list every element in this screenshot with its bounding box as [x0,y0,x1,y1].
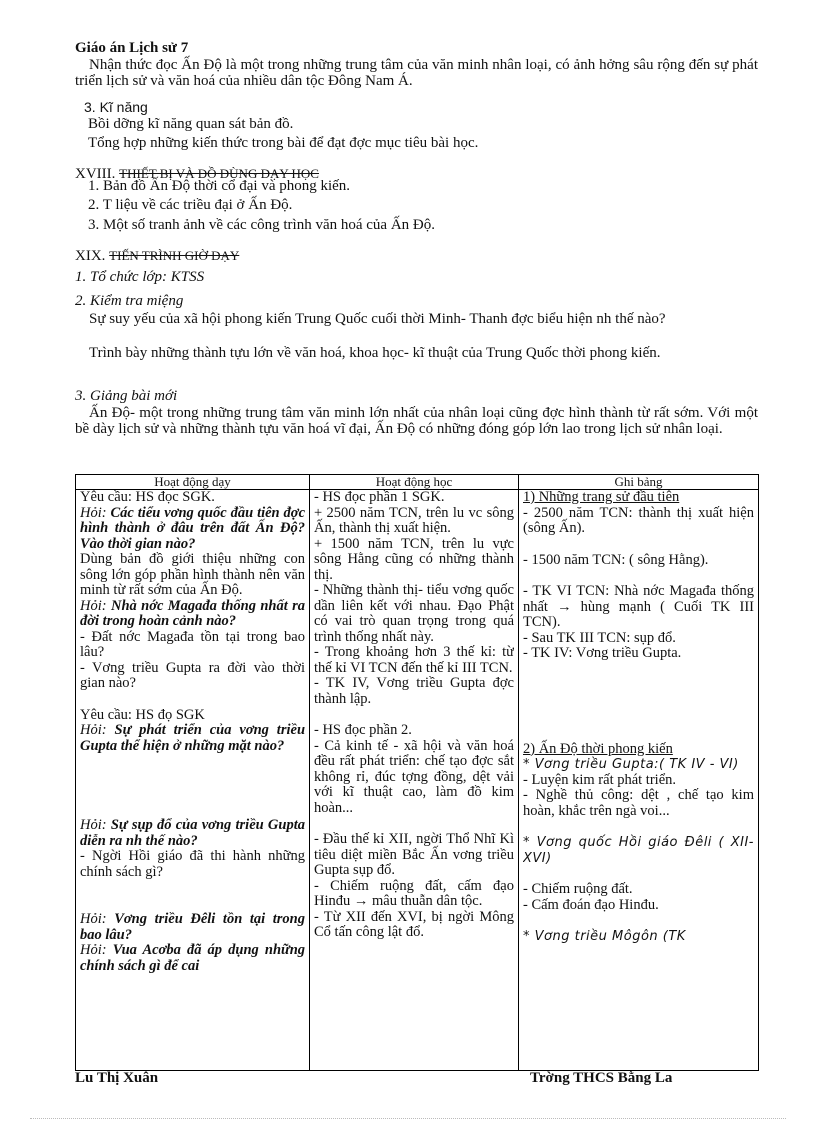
question [80,506,305,553]
answer: + 1500 năm TCN, trên lu vực sông Hằng cũng có những thành thị. [314,535,514,583]
answer: - Chiếm ruộng đất, cấm đạo Hinđu → mâu thuẫn dân tộc. [314,877,514,909]
table-row [76,490,759,1071]
answer: + 2500 năm TCN, trên lu vc sông Ấn, thành thị xuất hiện. [314,504,514,536]
table-header-row [76,475,759,490]
column-header: Hoạt động học [310,475,519,490]
question-text: Các tiểu vơng quốc đầu tiên đợc hình thành ở đâu trên đất Ấn Độ? Vào thời gian nào? [80,504,305,552]
instruction: Yêu cầu: HS đọ SGK [80,706,205,723]
answer: - Từ XII đến XVI, bị ngời Mông Cổ tấn công lật đổ. [314,908,514,940]
question: - Vơng triều Gupta ra đời vào thời gian nào? [80,659,305,691]
answer: - HS đọc phần 1 SGK. [314,490,445,505]
answer: - HS đọc phần 2. [314,722,412,738]
board-heading: 1) Những trang sử đầu tiên [523,490,680,505]
step-heading: 1. Tổ chức lớp: KTSS [75,269,205,285]
question-label: Hỏi: [80,817,107,833]
step-heading: 2. Kiểm tra miệng [75,293,184,309]
question-text: Vua Acơba đã áp dụng những chính sách gì để cai [80,942,305,974]
board-note: - Nghề thủ công: dệt , chế tạo kim hoàn, khắc trên ngà voi... [523,787,754,819]
question-label: Hỏi: [80,722,107,738]
board-note: - 2500 năm TCN: thành thị xuất hiện (sông Ấn). [523,504,754,536]
question [80,912,305,943]
footer-author: Lu Thị Xuân [75,1070,159,1086]
section-title: TIẾN TRÌNH GIỜ DẠY [109,248,240,263]
equipment-item: 3. Một số tranh ảnh về các công trình văn hoá của Ấn Độ. [88,217,435,233]
answer: - Đầu thế kỉ XII, ngời Thổ Nhĩ Kì tiêu diệt miền Bắc Ấn vơng triều Gupta sụp đổ. [314,831,514,878]
board-note: - Cấm đoán đạo Hinđu. [523,896,659,913]
question [80,818,305,849]
oral-question: Sự suy yếu của xã hội phong kiến Trung Quốc cuối thời Minh- Thanh đợc biểu hiện nh thế nào? [89,311,666,327]
answer: - Những thành thị- tiểu vơng quốc dần liên kết với nhau. Đạo Phật có vai trò quan trọng trong quá trình thống nhất này. [314,582,514,645]
equipment-item: 2. T liệu về các triều đại ở Ấn Độ. [88,197,293,213]
intro-paragraph: Nhận thức đọc Ấn Độ là một trong những trung tâm của văn minh nhân loại, có ảnh hởng sâu rộng đến sự phát triển lịch sử và văn hoá của nhiều dân tộc Đông Nam Á. [75,57,758,89]
question-label: Hỏi: [80,942,107,958]
step-heading: 3. Giảng bài mới [75,388,178,404]
question-text: Sự sụp đổ của vơng triều Gupta diễn ra nh thế nào? [80,817,305,849]
board-note: - Chiếm ruộng đất. [523,881,633,897]
board-note: * Vơng triều Gupta:( TK IV - VI) [523,757,739,772]
column-header: Ghi bảng [519,475,759,490]
skills-item: Bồi dỡng kĩ năng quan sát bản đồ. [88,116,294,132]
learning-activity-cell [310,490,519,1071]
column-header: Hoạt động dạy [76,475,310,490]
question-text: Sự phát triển của vơng triều Gupta thể hiện ở những mặt nào? [80,722,305,754]
section-number: XVIII. [75,166,116,182]
skills-item: Tổng hợp những kiến thức trong bài để đạt đợc mục tiêu bài học. [88,135,479,151]
board-note: * Vơng quốc Hồi giáo Đêli ( XII- XVI) [523,835,754,866]
section-number: XIX. [75,248,106,264]
board-notes-cell [519,490,759,1071]
question-label: Hỏi: [80,911,107,927]
page-edge-divider [30,1118,786,1119]
question-text: Nhà nớc Magađa thống nhất ra đời trong hoàn cảnh nào? [80,597,305,629]
board-note: * Vơng triều Môgôn (TK [523,929,686,944]
answer: - Trong khoảng hơn 3 thế kỉ: từ thế kỉ VI TCN đến thế kỉ III TCN. [314,644,514,676]
board-heading: 2) Ấn Độ thời phong kiến [523,740,673,757]
board-note: - TK VI TCN: Nhà nớc Magađa thống nhất → hùng mạnh ( Cuối TK III TCN). [523,583,754,630]
teaching-activity-cell [76,490,310,1071]
board-note: - TK IV: Vơng triều Gupta. [523,645,682,661]
board-note: - Sau TK III TCN: sụp đổ. [523,629,676,646]
section-heading-process [75,248,758,264]
page-title: Giáo án Lịch sử 7 [75,40,189,56]
lesson-intro: Ấn Độ- một trong những trung tâm văn minh lớn nhất của nhân loại cũng đợc hình thành từ rất sớm. Với một bề dày lịch sử và những thành tựu văn hoá vĩ đại, Ấn Độ có những đóng góp lớn lao trong lịch sử nhân loại. [75,405,758,437]
oral-question: Trình bày những thành tựu lớn về văn hoá, khoa học- kĩ thuật của Trung Quốc thời phong kiến. [89,345,661,361]
question-label: Hỏi: [80,597,107,614]
question-label: Hỏi: [80,504,107,521]
question-text: Vơng triều Đêli tồn tại trong bao lâu? [80,911,305,943]
board-note: - Luyện kim rất phát triển. [523,771,677,788]
lesson-table [75,474,759,1071]
instruction: Yêu cầu: HS đọc SGK. [80,490,215,505]
equipment-item: 1. Bản đồ Ấn Độ thời cổ đại và phong kiến. [88,178,351,194]
board-note: - 1500 năm TCN: ( sông Hằng). [523,551,709,568]
answer: - Cả kinh tế - xã hội và văn hoá đều rất phát triển: chế tạo đợc sắt không rỉ, đúc tợng đồng, dệt vải với kĩ thuật cao, làm đồ kim hoàn... [314,737,514,816]
footer-school: Trờng THCS Bằng La [530,1070,673,1086]
question [80,943,305,974]
instruction: Dùng bản đồ giới thiệu những con sông lớn góp phần hình thành nên văn minh từ rất sớm của Ấn Độ. [80,551,305,598]
question [80,599,305,630]
question: - Đất nớc Magađa tồn tại trong bao lâu? [80,628,305,660]
answer: - TK IV, Vơng triều Gupta đợc thành lập. [314,675,514,707]
question: - Ngời Hồi giáo đã thi hành những chính sách gì? [80,848,305,880]
question [80,723,305,754]
skills-heading: 3. Kĩ năng [84,99,148,115]
section-title: THIẾT BỊ VÀ ĐỒ DÙNG DẠY HỌC [119,166,319,181]
